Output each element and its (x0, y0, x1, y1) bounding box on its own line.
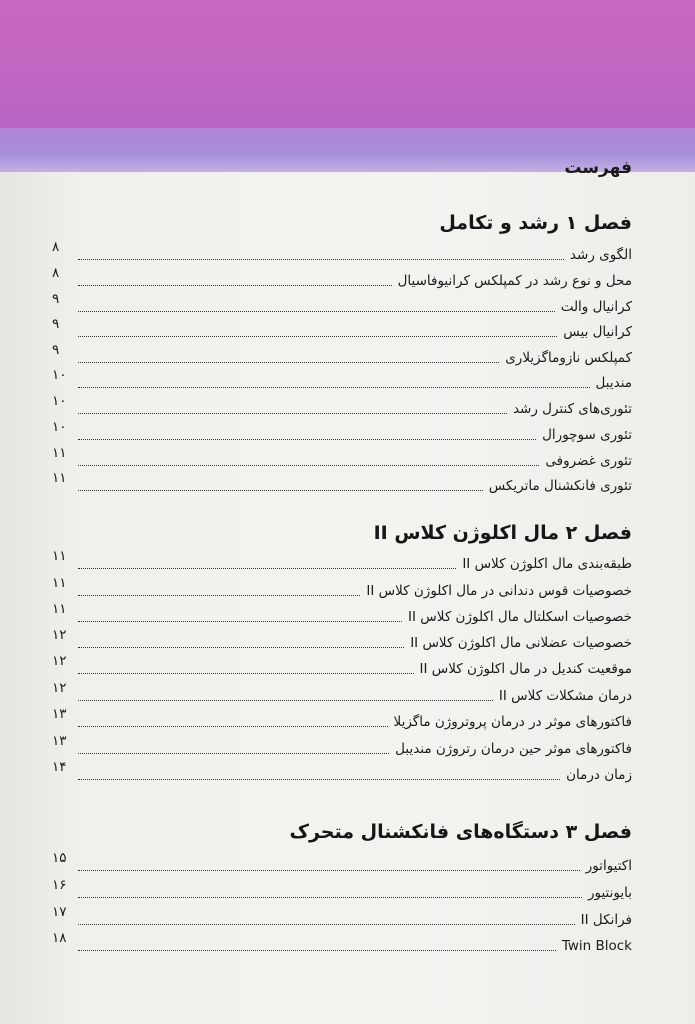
toc-entry-page: ۱۰ (52, 393, 67, 409)
toc-entry-page: ۱۱ (52, 470, 67, 486)
toc-entry[interactable] (52, 680, 632, 705)
dot-leader (78, 896, 582, 898)
dot-leader (78, 258, 564, 260)
toc-entry-page: ۸ (52, 265, 60, 281)
dot-leader (78, 438, 536, 440)
toc-entry-page: ۱۲ (52, 653, 67, 669)
toc-entry-label: فرانکل II (580, 912, 632, 928)
dot-leader (78, 464, 539, 466)
toc-entry-page: ۱۳ (52, 706, 67, 722)
toc-entry-page: ۱۰ (52, 419, 67, 435)
toc-entry-page: ۱۰ (52, 367, 67, 383)
toc-entry[interactable] (52, 904, 632, 929)
toc-entry-label: محل و نوع رشد در کمپلکس کرانیوفاسیال (397, 273, 632, 289)
toc-title: فهرست (564, 158, 632, 178)
toc-entry[interactable] (52, 265, 632, 290)
chapter-2-heading: فصل ۲ مال اکلوژن کلاس II (373, 522, 632, 544)
toc-entry-label: الگوی رشد (569, 247, 632, 263)
chapter-3-heading: فصل ۳ دستگاه‌های فانکشنال متحرک (289, 821, 632, 843)
dot-leader (78, 869, 580, 871)
toc-entry[interactable] (52, 367, 632, 392)
toc-entry-page: ۱۵ (52, 850, 67, 866)
dot-leader (78, 699, 493, 701)
toc-entry[interactable] (52, 445, 632, 470)
toc-entry[interactable] (52, 759, 632, 784)
toc-entry-page: ۸ (52, 239, 60, 255)
toc-entry-page: ۱۶ (52, 877, 67, 893)
toc-entry-label: بایونتیور (587, 885, 632, 901)
dot-leader (78, 923, 575, 925)
toc-entry-label: فاکتورهای موثر در درمان پروتروژن ماگزیلا (393, 714, 632, 730)
toc-entry-label: خصوصیات قوس دندانی در مال اکلوژن کلاس II (366, 583, 632, 599)
dot-leader (78, 310, 555, 312)
toc-entry-page: ۱۱ (52, 575, 67, 591)
toc-entry[interactable] (52, 291, 632, 316)
toc-entry-page: ۱۳ (52, 733, 67, 749)
toc-entry-label: مندیبل (595, 375, 632, 391)
toc-entry-label: تئوری سوچورال (542, 427, 632, 443)
toc-entry-page: ۱۱ (52, 445, 67, 461)
dot-leader (78, 489, 483, 491)
toc-entry[interactable] (52, 342, 632, 367)
chapter-1-heading: فصل ۱ رشد و تکامل (439, 212, 632, 234)
toc-entry[interactable] (52, 653, 632, 678)
toc-entry-label: تئوری‌های کنترل رشد (512, 401, 632, 417)
toc-entry-page: ۱۴ (52, 759, 67, 775)
toc-entry-label: فاکتورهای موثر حین درمان رتروژن مندیبل (395, 741, 632, 757)
dot-leader (78, 335, 557, 337)
dot-leader (78, 949, 556, 951)
dot-leader (78, 725, 388, 727)
toc-entry-label: تئوری فانکشنال ماتریکس (488, 478, 632, 494)
dot-leader (78, 778, 560, 780)
toc-entry-label: کرانیال بیس (563, 324, 632, 340)
toc-entry-label: کرانیال والت (560, 299, 632, 315)
dot-leader (78, 386, 590, 388)
toc-entry-label: زمان درمان (566, 767, 632, 783)
dot-leader (78, 672, 414, 674)
toc-entry-label: Twin Block (561, 938, 632, 954)
toc-entry-page: ۹ (52, 291, 60, 307)
toc-entry-label: خصوصیات اسکلتال مال اکلوژن کلاس II (408, 609, 632, 625)
toc-entry[interactable] (52, 239, 632, 264)
toc-entry[interactable] (52, 877, 632, 902)
toc-entry-page: ۹ (52, 316, 60, 332)
toc-entry[interactable] (52, 930, 632, 955)
cover-band-magenta (0, 0, 695, 135)
toc-entry-page: ۱۲ (52, 680, 67, 696)
toc-entry[interactable] (52, 548, 632, 573)
toc-entry[interactable] (52, 627, 632, 652)
dot-leader (78, 620, 402, 622)
dot-leader (78, 752, 389, 754)
dot-leader (78, 412, 507, 414)
toc-entry-page: ۱۱ (52, 601, 67, 617)
dot-leader (78, 646, 404, 648)
toc-entry-label: درمان مشکلات کلاس II (498, 688, 632, 704)
toc-entry-page: ۱۸ (52, 930, 67, 946)
toc-entry[interactable] (52, 393, 632, 418)
toc-entry[interactable] (52, 706, 632, 731)
dot-leader (78, 594, 360, 596)
toc-entry-label: خصوصیات عضلانی مال اکلوژن کلاس II (410, 635, 632, 651)
toc-entry[interactable] (52, 733, 632, 758)
toc-entry-page: ۱۷ (52, 904, 67, 920)
dot-leader (78, 284, 392, 286)
toc-entry-page: ۱۱ (52, 548, 67, 564)
toc-entry-label: کمپلکس نازوماگزیلاری (505, 350, 632, 366)
dot-leader (78, 361, 499, 363)
toc-entry[interactable] (52, 470, 632, 495)
toc-entry-label: اکتیواتور (585, 858, 632, 874)
toc-entry[interactable] (52, 601, 632, 626)
toc-entry[interactable] (52, 419, 632, 444)
dot-leader (78, 567, 456, 569)
toc-entry-page: ۱۲ (52, 627, 67, 643)
toc-entry-label: موقعیت کندیل در مال اکلوژن کلاس II (419, 661, 632, 677)
toc-entry[interactable] (52, 316, 632, 341)
toc-entry[interactable] (52, 575, 632, 600)
toc-entry-page: ۹ (52, 342, 60, 358)
toc-entry[interactable] (52, 850, 632, 875)
toc-entry-label: تئوری غضروفی (545, 453, 632, 469)
toc-entry-label: طبقه‌بندی مال اکلوژن کلاس II (462, 556, 632, 572)
